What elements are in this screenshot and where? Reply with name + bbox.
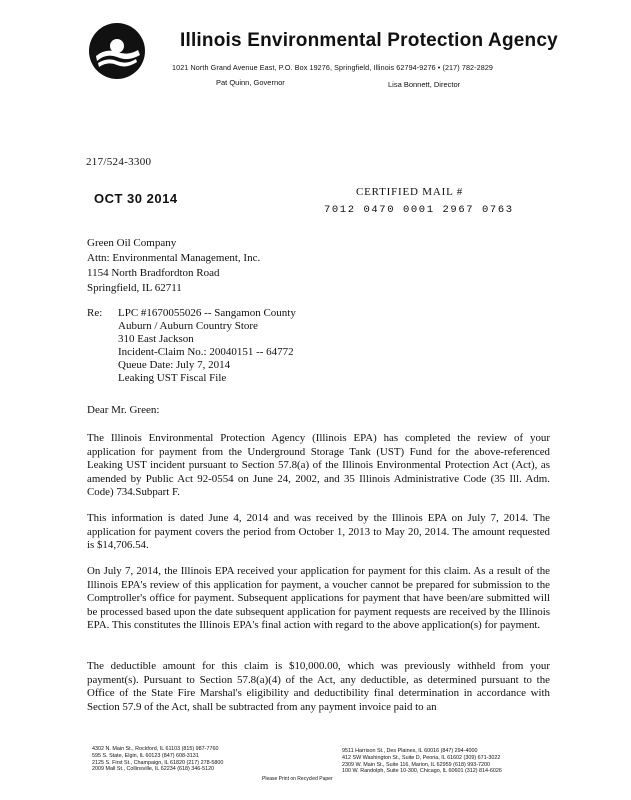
recipient-line: Springfield, IL 62711: [87, 282, 182, 294]
recipient-line: Green Oil Company: [87, 237, 177, 249]
re-line: Incident-Claim No.: 20040151 -- 64772: [118, 346, 294, 358]
footer-office-line: 595 S. State, Elgin, IL 60123 (847) 608-3131: [92, 752, 199, 759]
officials-line: [216, 78, 462, 87]
body-paragraph: On July 7, 2014, the Illinois EPA received your application for payment for this claim. As a result of the Illinois EPA's review of this application for payment, a voucher cannot be prepared for submission to the Comptroller's office for payment. Subsequent applications for payment that have been/are submitted will be processed based upon the date subsequent application for payment requests are received by the Illinois EPA. This constitutes the Illinois EPA's final action with regard to the above application(s) for payment.: [87, 565, 550, 632]
re-line: Leaking UST Fiscal File: [118, 372, 227, 384]
footer-office-line: 100 W. Randolph, Suite 10-300, Chicago, IL 60601 (312) 814-6026: [342, 768, 502, 775]
re-block: [118, 307, 296, 385]
agency-name: Illinois Environmental Protection Agency: [180, 30, 558, 51]
re-line: Queue Date: July 7, 2014: [118, 359, 231, 371]
re-line: 310 East Jackson: [118, 333, 194, 345]
footer-offices-right: [342, 748, 502, 775]
footer-office-line: 2009 Mall St., Collinsville, IL 62234 (618) 346-5120: [92, 766, 215, 773]
certified-mail-label: CERTIFIED MAIL #: [356, 186, 464, 198]
body-paragraph: This information is dated June 4, 2014 and was received by the Illinois EPA on July 7, 2014. The application for payment covers the period from October 1, 2013 to May 20, 2014. The amount requested is $14,706.54.: [87, 512, 550, 552]
body-paragraph: The deductible amount for this claim is $10,000.00, which was previously withheld from your payment(s). Pursuant to Section 57.8(a)(4) of the Act, any deductible, as determined pursuant to the Office of the State Fire Marshal's eligibility and deductibility final determination in accordance with Section 57.9 of the Act, shall be subtracted from any payment invoice paid to an: [87, 660, 550, 713]
footer-office-line: 9511 Harrison St., Des Plaines, IL 60016 (847) 294-4000: [342, 748, 478, 754]
re-line: Auburn / Auburn Country Store: [118, 320, 258, 332]
footer-office-line: 412 SW Washington St., Suite D, Peoria, IL 61602 (309) 671-3022: [342, 754, 501, 761]
recycled-paper-note: Please Print on Recycled Paper: [262, 776, 333, 782]
re-line: LPC #1670055026 -- Sangamon County: [118, 307, 296, 319]
phone-number: 217/524-3300: [86, 156, 152, 168]
footer-office-line: 2125 S. First St., Champaign, IL 61820 (217) 278-5800: [92, 759, 224, 766]
date-stamp: OCT 30 2014: [94, 191, 178, 206]
recipient-line: 1154 North Bradfordton Road: [87, 267, 220, 279]
agency-seal-logo: [88, 22, 146, 80]
salutation: Dear Mr. Green:: [87, 404, 160, 416]
certified-mail-number: 7012 0470 0001 2967 0763: [324, 204, 514, 216]
recipient-line: Attn: Environmental Management, Inc.: [87, 252, 261, 264]
footer-office-line: 2309 W. Main St., Suite 116, Marion, IL 62959 (618) 993-7200: [342, 761, 491, 768]
director-name: Lisa Bonnett, Director: [388, 80, 461, 89]
body-paragraph: The Illinois Environmental Protection Agency (Illinois EPA) has completed the review of your application for payment from the Underground Storage Tank (UST) Fund for the above-referenced Leaking UST incident pursuant to Section 57.8(a) of the Illinois Environmental Protection Act (Act), as amended by Public Act 92-0554 on June 24, 2002, and 35 Illinois Administrative Code (35 Ill. Adm. Code) 734.Subpart F.: [87, 432, 550, 499]
agency-seal-icon: [88, 22, 146, 80]
footer-office-line: 4302 N. Main St., Rockford, IL 61103 (815) 987-7760: [92, 746, 219, 752]
governor-name: Pat Quinn, Governor: [216, 78, 285, 87]
agency-address: 1021 North Grand Avenue East, P.O. Box 19276, Springfield, Illinois 62794-9276 • (217) 782-2829: [172, 63, 494, 72]
re-label: Re:: [87, 307, 103, 319]
footer-offices-left: [92, 746, 223, 773]
recipient-address: [87, 236, 260, 296]
